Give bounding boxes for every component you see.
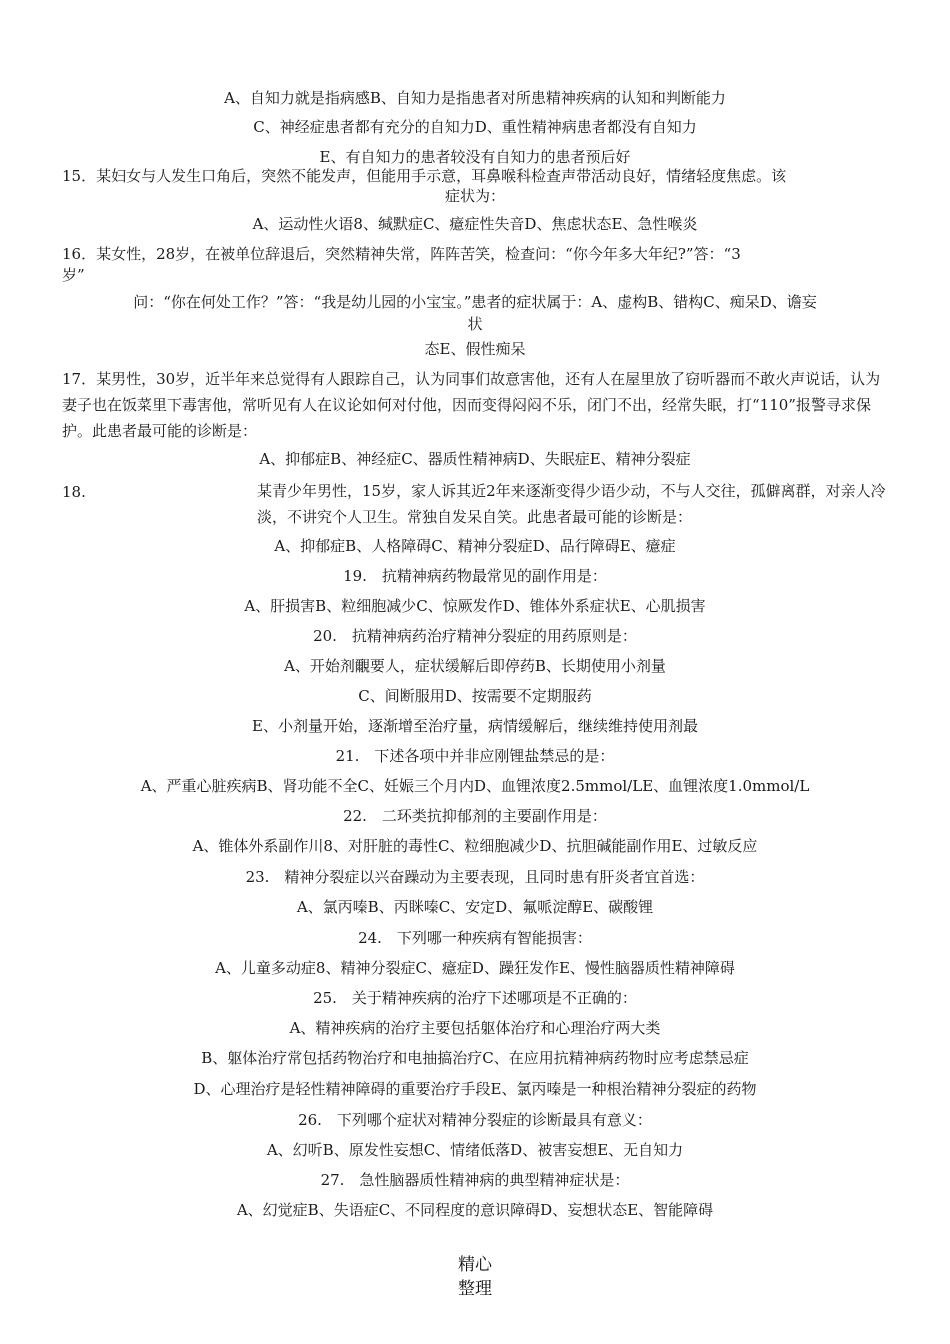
q17-options: A、抑郁症B、神经症C、器质性精神病D、失眠症E、精神分裂症 (259, 450, 691, 468)
q20-option-e: E、小剂量开始，逐渐增至治疗量，病情缓解后，继续维持使用剂最 (252, 717, 698, 735)
q20-stem: 20. 抗精神病药治疗精神分裂症的用药原则是： (313, 627, 637, 645)
q26-options: A、幻听B、原发性妄想C、情绪低落D、被害妄想E、无自知力 (266, 1141, 684, 1159)
q15-stem: 15．某妇女与人发生口角后，突然不能发声，但能用手示意，耳鼻喉科检查声带活动良好，情绪轻度焦虑。该 (62, 167, 787, 185)
q19-stem: 19. 抗精神病药物最常见的副作用是： (343, 567, 607, 585)
q16-stem: 16．某女性，28岁，在被单位辞退后，突然精神失常，阵阵苦笑，检查问：“你今年多大年纪?”答：“3 (62, 245, 741, 263)
q23-options: A、氯丙嗪B、丙眯嗪C、安定D、氟哌淀醇E、碳酸锂 (296, 898, 654, 916)
q20-options-ab: A、开始剂覼要人，症状缓解后即停药B、长期使用小剂量 (284, 657, 666, 675)
q22-stem: 22. 二环类抗抑郁剂的主要副作用是： (343, 807, 607, 825)
q25-options-bc: B、躯体治疗常包括药物治疗和电抽搞治疗C、在应用抗精神病药物时应考虑禁忌症 (201, 1049, 749, 1067)
q23-stem: 23. 精神分裂症以兴奋躁动为主要表现，且同时患有肝炎者宜首选： (245, 868, 705, 886)
q14-option-e: E、有自知力的患者较没有自知力的患者预后好 (319, 148, 631, 166)
q19-options: A、肝损害B、粒细胞减少C、惊厥发作D、锥体外系症状E、心肌损害 (244, 597, 706, 615)
q18-number: 18. (62, 483, 86, 501)
q18-stem: 某青少年男性，15岁，家人诉其近2年来逐渐变得少语少动，不与人交往，孤僻离群，对亲人冷淡，不讲究个人卫生。常独自发呆自笑。此患者最可能的诊断是： (257, 482, 886, 526)
q20-options-cd: C、间断服用D、按需要不定期服药 (358, 687, 592, 705)
footer-line-1: 精心 (458, 1255, 492, 1275)
q14-options-ab: A、自知力就是指病感B、自知力是指患者对所患精神疾病的认知和判断能力 (224, 89, 726, 107)
q26-stem: 26. 下列哪个症状对精神分裂症的诊断最具有意义： (298, 1111, 652, 1129)
q18-options: A、抑郁症B、人格障碍C、精神分裂症D、品行障碍E、癔症 (274, 537, 676, 555)
q14-options-cd: C、神经症患者都有充分的自知力D、重性精神病患者都没有自知力 (253, 118, 697, 136)
footer-line-2: 整理 (458, 1279, 492, 1299)
q25-options-de: D、心理治疗是轻性精神障碍的重要治疗手段E、氯丙嗪是一种根治精神分裂症的药物 (193, 1080, 757, 1098)
q15-stem-cont: 症状为： (444, 187, 505, 205)
q16-stem-wrap: 状 (467, 315, 483, 333)
q27-options: A、幻觉症B、失语症C、不同程度的意识障碍D、妄想状态E、智能障碍 (236, 1201, 714, 1219)
q21-options: A、严重心脏疾病B、肾功能不全C、妊娠三个月内D、血锂浓度2.5mmol/LE、血锂浓度1.0mmol/L (140, 777, 810, 795)
q15-options: A、运动性火语8、缄默症C、癔症性失音D、焦虑状态E、急性喉炎 (252, 215, 698, 233)
q24-stem: 24. 下列哪一种疾病有智能损害： (358, 929, 592, 947)
q27-stem: 27. 急性脑器质性精神病的典型精神症状是： (320, 1171, 630, 1189)
q21-stem: 21. 下述各项中并非应刚锂盐禁忌的是： (335, 747, 615, 765)
q25-option-a: A、精神疾病的治疗主要包括躯体治疗和心理治疗两大类 (289, 1019, 661, 1037)
q16-stem-question: 问：“你在何处工作？”答：“我是幼儿园的小宝宝。”患者的症状属于：A、虚构B、错构C、痴呆D、谵妄 (133, 293, 817, 311)
q22-options: A、锥体外系副作川8、对肝脏的毒性C、粒细胞减少D、抗胆碱能副作用E、过敏反应 (192, 837, 758, 855)
q16-option-e: 态E、假性痴呆 (424, 340, 526, 358)
q16-stem-cont: 岁” (62, 266, 85, 284)
q25-stem: 25. 关于精神疾病的治疗下述哪项是不正确的： (313, 989, 637, 1007)
q24-options: A、儿童多动症8、精神分裂症C、癔症D、躁狂发作E、慢性脑器质性精神障碍 (215, 959, 735, 977)
q17-stem: 17．某男性，30岁，近半年来总觉得有人跟踪自己，认为同事们故意害他，还有人在屋里放了窃听器而不敢火声说话，认为妻子也在饭菜里下毒害他，常听见有人在议论如何对付他，因而变得闷闷不乐，闭门不出，经常失眠，打“110”报警寻求保护。此患者最可能的诊断是： (62, 370, 881, 440)
